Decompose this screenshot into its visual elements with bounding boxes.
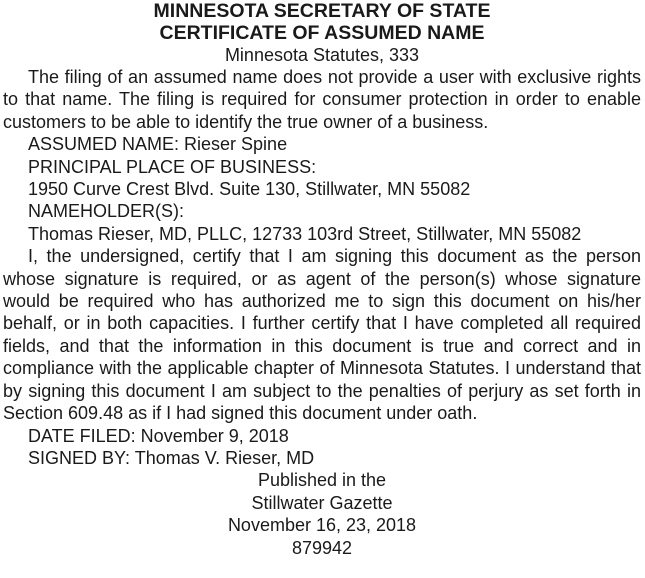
publication-line1: Published in the — [257, 470, 387, 491]
nameholder-label: NAMEHOLDER(S): — [28, 201, 185, 222]
notice-title-line2: CERTIFICATE OF ASSUMED NAME — [159, 22, 485, 44]
publication-line2: Stillwater Gazette — [251, 492, 393, 513]
date-filed-field: DATE FILED: November 9, 2018 — [28, 425, 289, 446]
publication-dates: November 16, 23, 2018 — [227, 515, 417, 536]
nameholder-value: Thomas Rieser, MD, PLLC, 12733 103rd Street, Stillwater, MN 55082 — [28, 223, 582, 244]
principal-place-label: PRINCIPAL PLACE OF BUSINESS: — [28, 156, 317, 177]
certification-paragraph: I, the undersigned, certify that I am signing this document as the person whose signature is required, or as agent of the person(s) whose signature would be required who has authorized me to sign this document on his/​her behalf, or in both capacities. I further certify that I have completed all required fields, and that the information in this document is true and correct and in compliance with the applicable chapter of Minnesota Statutes. I understand that by signing this document I am subject to the penalties of perjury as set forth in Section 609.48 as if I had signed this document under oath. — [3, 246, 641, 424]
intro-paragraph: The filing of an assumed name does not provide a user with exclusive rights to that name. The filing is required for consumer protection in order to enable customers to be able to identify the true owner of a business. — [3, 67, 641, 132]
principal-place-address: 1950 Curve Crest Blvd. Suite 130, Stillwater, MN 55082 — [28, 179, 471, 200]
assumed-name-field: ASSUMED NAME: Rieser Spine — [28, 134, 288, 155]
notice-title-line1: MINNESOTA SECRETARY OF STATE — [153, 0, 491, 22]
statute-reference: Minnesota Statutes, 333 — [224, 45, 420, 65]
signed-by-field: SIGNED BY: Thomas V. Rieser, MD — [28, 447, 315, 468]
publication-number: 879942 — [291, 537, 353, 558]
